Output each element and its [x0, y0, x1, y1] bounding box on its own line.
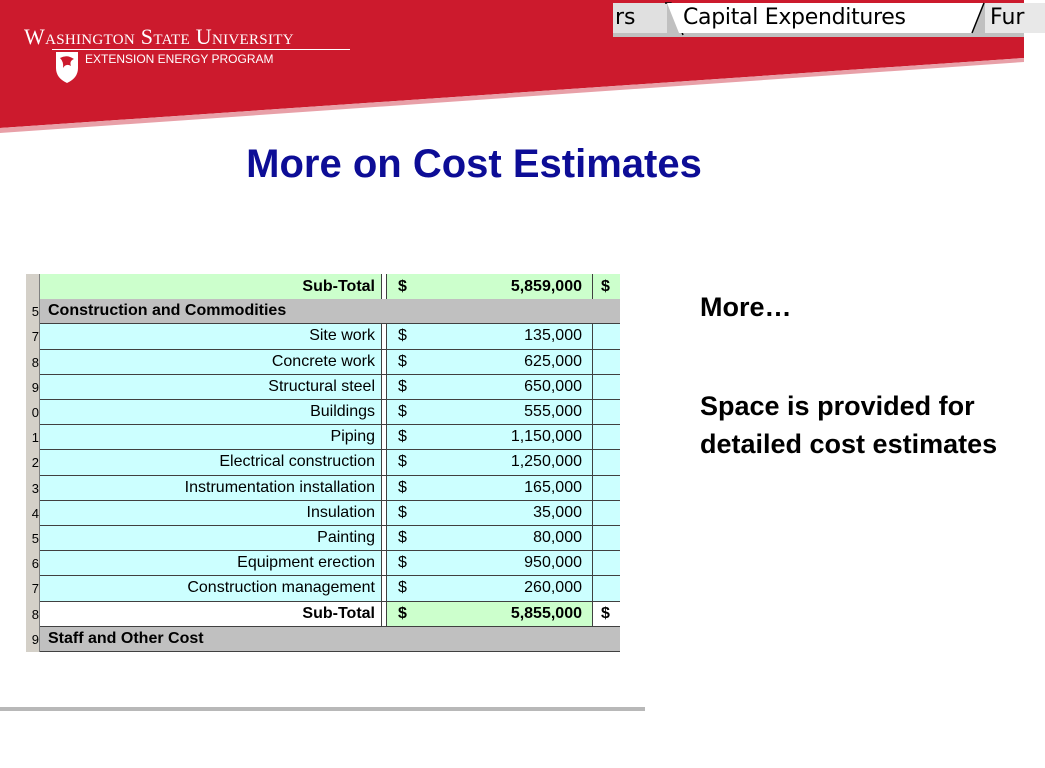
amount-value: 650,000 — [524, 377, 582, 395]
next-column-cell — [593, 501, 620, 525]
amount-cell — [387, 375, 593, 399]
tab-next[interactable]: Fur — [985, 3, 1045, 33]
amount-value: 555,000 — [524, 403, 582, 420]
currency-symbol: $ — [398, 428, 407, 446]
amount-value: 1,150,000 — [510, 428, 582, 446]
sheet-tab-strip — [613, 3, 1024, 37]
table-row — [40, 425, 620, 450]
amount-cell — [387, 450, 593, 474]
row-number: 6 — [26, 551, 40, 576]
item-label: Sub-Total — [40, 274, 382, 299]
next-column-cell — [593, 576, 620, 600]
amount-cell — [387, 350, 593, 374]
university-name — [24, 24, 294, 50]
table-row — [40, 400, 620, 425]
next-column-cell — [593, 450, 620, 474]
section-header-row — [40, 627, 620, 652]
tab-capital-expenditures[interactable]: Capital Expenditures — [681, 3, 968, 33]
next-column-cell: $ — [601, 604, 610, 622]
item-label: Painting — [40, 526, 382, 550]
amount-value: 950,000 — [524, 554, 582, 572]
row-number: 5 — [26, 526, 40, 551]
currency-symbol: $ — [398, 503, 407, 521]
item-label: Structural steel — [40, 375, 382, 399]
amount-value: 625,000 — [524, 352, 582, 370]
next-column-cell — [593, 324, 620, 348]
amount-value: 80,000 — [533, 529, 582, 546]
table-row — [40, 476, 620, 501]
bullet-space-provided: Space is provided for detailed cost estimates — [700, 391, 998, 459]
currency-symbol: $ — [398, 377, 407, 395]
row-number: 1 — [26, 425, 40, 450]
item-label: Instrumentation installation — [40, 476, 382, 500]
amount-value: 5,855,000 — [510, 604, 582, 622]
university-name-text: Washington State University — [24, 24, 294, 49]
amount-cell — [387, 501, 593, 525]
row-number: 8 — [26, 350, 40, 375]
item-label: Piping — [40, 425, 382, 449]
next-column-cell — [593, 551, 620, 575]
amount-cell — [387, 425, 593, 449]
table-row — [40, 501, 620, 526]
table-row — [40, 551, 620, 576]
wsu-logo-icon — [54, 50, 80, 84]
currency-symbol: $ — [398, 453, 407, 471]
next-column-cell — [593, 375, 620, 399]
bottom-divider — [0, 707, 645, 711]
row-number: 7 — [26, 324, 40, 349]
currency-symbol: $ — [398, 352, 407, 370]
amount-cell — [387, 576, 593, 600]
next-column-cell — [593, 400, 620, 424]
amount-cell — [387, 400, 593, 424]
table-row — [40, 324, 620, 349]
table-row — [40, 526, 620, 551]
table-row — [40, 576, 620, 601]
table-row — [40, 450, 620, 475]
row-number: 3 — [26, 476, 40, 501]
row-number: 9 — [26, 375, 40, 400]
row-number: 5 — [26, 299, 40, 324]
amount-cell — [387, 476, 593, 500]
item-label: Site work — [40, 324, 382, 348]
tab-previous[interactable]: rs — [613, 3, 667, 33]
table-row — [40, 375, 620, 400]
row-number: 7 — [26, 576, 40, 601]
currency-symbol: $ — [398, 327, 407, 345]
table-row — [40, 274, 620, 300]
currency-symbol: $ — [398, 604, 407, 622]
amount-cell — [387, 551, 593, 575]
next-column-cell: $ — [593, 274, 620, 299]
currency-symbol: $ — [398, 278, 407, 295]
section-header: Construction and Commodities — [48, 302, 287, 320]
amount-value: 135,000 — [524, 327, 582, 345]
next-column-cell — [593, 350, 620, 374]
item-label: Construction management — [40, 576, 382, 600]
header-divider — [52, 49, 350, 50]
currency-symbol: $ — [398, 554, 407, 572]
currency-symbol: $ — [398, 579, 407, 597]
amount-value: 5,859,000 — [510, 278, 582, 295]
item-label: Electrical construction — [40, 450, 382, 474]
amount-cell — [387, 324, 593, 348]
item-label: Insulation — [40, 501, 382, 525]
table-row — [40, 350, 620, 375]
next-column-cell — [593, 425, 620, 449]
slide-title: More on Cost Estimates — [246, 142, 702, 186]
table-row — [40, 602, 620, 627]
row-number: 4 — [26, 501, 40, 526]
bullet-more: More… — [700, 292, 792, 322]
program-name: EXTENSION ENERGY PROGRAM — [85, 52, 274, 66]
section-header-row — [40, 299, 620, 324]
currency-symbol: $ — [398, 529, 407, 546]
row-number: 8 — [26, 602, 40, 627]
amount-value: 260,000 — [524, 579, 582, 597]
item-label: Buildings — [40, 400, 382, 424]
item-label: Concrete work — [40, 350, 382, 374]
row-number: 0 — [26, 400, 40, 425]
next-column-cell — [593, 476, 620, 500]
spreadsheet-table — [26, 278, 620, 647]
currency-symbol: $ — [398, 403, 407, 420]
item-label: Sub-Total — [40, 602, 382, 626]
amount-cell — [387, 274, 593, 299]
amount-cell — [387, 602, 593, 626]
amount-cell — [387, 526, 593, 550]
amount-value: 1,250,000 — [510, 453, 582, 471]
row-number: 9 — [26, 627, 40, 652]
row-number — [26, 274, 40, 299]
row-number: 2 — [26, 450, 40, 475]
amount-value: 35,000 — [533, 503, 582, 521]
next-column-cell — [593, 526, 620, 550]
item-label: Equipment erection — [40, 551, 382, 575]
section-header-partial: Staff and Other Cost — [48, 629, 204, 647]
currency-symbol: $ — [398, 478, 407, 496]
amount-value: 165,000 — [524, 478, 582, 496]
